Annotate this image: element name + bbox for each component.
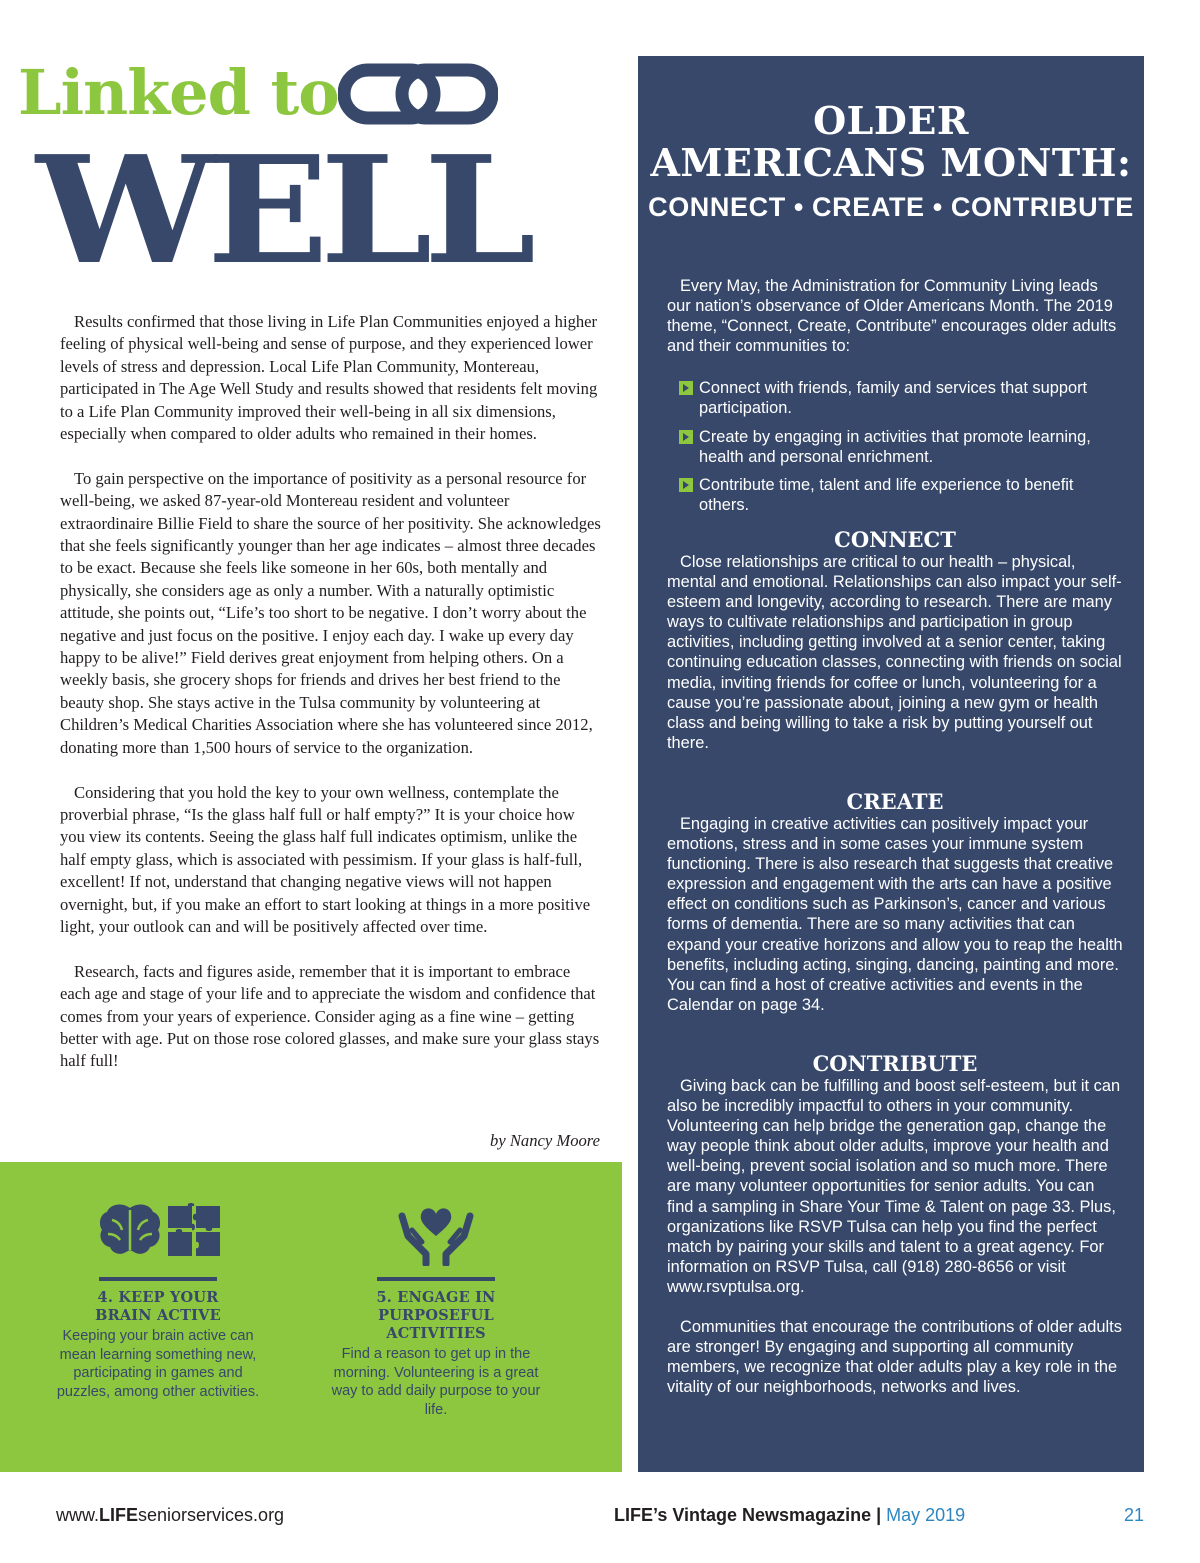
contribute-text: Giving back can be fulfilling and boost self-esteem, but it can also be incredibly impactful to others in your community. Volunteering can help bridge the generation gap, change the way people think about older adults, improve your health and well-being, prevent social isolation and so much more. There are many volunteer opportunities for senior adults. You can find a sampling in Share Your Time & Talent on page 33. Plus, organizations like RSVP Tulsa can help you find the perfect match by pairing your skills and talent to a great agency. For information on RSVP Tulsa, call (918) 280-8656 or visit www.rsvptulsa.org. bbox=[667, 1077, 1121, 1296]
older-americans-sidebar bbox=[638, 56, 1144, 1472]
connect-section bbox=[667, 528, 1123, 753]
connect-text: Close relationships are critical to our health – physical, mental and emotional. Relationships can also impact your self-esteem and longevity, according to research. There are many ways to cultivate relationships and participation in group activities, including getting involved at a senior center, taking continuing education classes, connecting with friends on social media, inviting friends for coffee or lunch, volunteering for a cause you’re passionate about, joining a new gym or health class and being willing to take a risk by putting yourself out there. bbox=[667, 553, 1122, 752]
footer-magazine: LIFE’s Vintage Newsmagazine | May 2019 bbox=[614, 1505, 966, 1525]
title-well: WELL bbox=[36, 123, 528, 297]
tip-purposeful-activities bbox=[328, 1162, 544, 1419]
arrow-bullet-icon bbox=[679, 478, 693, 492]
closing-text: Communities that encourage the contributions of older adults are stronger! By engaging and supporting all community members, we recognize that older adults play a key role in the vitality of our neighborhoods, networks and lives. bbox=[667, 1318, 1122, 1397]
article-paragraph: Results confirmed that those living in Life Plan Communities enjoyed a higher feeling of physical well-being and sense of purpose, and they experienced lower levels of stress and depression. Local Life Plan Community, Montereau, participated in The Age Well Study and results showed that residents felt moving to a Life Plan Community improved their well-being in all six dimensions, especially when compared to older adults who remained in their homes. bbox=[60, 312, 598, 444]
footer-month: May 2019 bbox=[886, 1505, 966, 1525]
chain-link-icon bbox=[338, 62, 498, 126]
article-body bbox=[60, 311, 602, 1095]
tip-text: Keeping your brain active can mean learning something new, participating in games and puzzles, among other activities. bbox=[56, 1328, 260, 1400]
tip-divider bbox=[99, 1277, 217, 1281]
page-number: 21 bbox=[1124, 1505, 1145, 1525]
create-section bbox=[667, 790, 1123, 1015]
create-heading: CREATE bbox=[846, 789, 944, 814]
arrow-bullet-icon bbox=[679, 430, 693, 444]
puzzle-icon bbox=[166, 1202, 222, 1258]
byline: by Nancy Moore bbox=[490, 1131, 600, 1150]
tip-divider bbox=[377, 1277, 495, 1281]
tip-text: Find a reason to get up in the morning. Volunteering is a great way to add daily purpose to your life. bbox=[331, 1346, 541, 1418]
tip-title: 4. KEEP YOUR BRAIN ACTIVE bbox=[95, 1289, 221, 1324]
connect-heading: CONNECT bbox=[834, 527, 956, 552]
bullet-item: Create by engaging in activities that promote learning, health and personal enrichment. bbox=[667, 427, 1123, 467]
sidebar-bullet-list bbox=[667, 378, 1123, 515]
arrow-bullet-icon bbox=[679, 381, 693, 395]
sidebar-intro: Every May, the Administration for Community Living leads our nation’s observance of Older Americans Month. The 2019 theme, “Connect, Create, Contribute” encourages older adults and their communities to: bbox=[667, 277, 1117, 356]
tip-brain-active bbox=[50, 1162, 266, 1401]
article-paragraph: Considering that you hold the key to your own wellness, contemplate the proverbial phrase, “Is the glass half full or half empty?” It is your choice how you view its contents. Seeing the glass half full indicates optimism, unlike the half empty glass, which is associated with pessimism. If your glass is half-full, excellent! If not, understand that changing negative views will not happen overnight, but, if you make an effort to start looking at things in a more positive light, your outlook can and will be positively affected over time. bbox=[60, 782, 591, 936]
sidebar-intro-block bbox=[667, 276, 1123, 523]
footer-website-link[interactable]: www.LIFEseniorservices.org bbox=[56, 1505, 285, 1525]
create-text: Engaging in creative activities can positively impact your emotions, stress and in some cases your immune system functioning. There is also research that suggests that creative expression and engagement with the arts can have a positive effect on conditions such as Parkinson’s, cancer and various forms of dementia. There are so many activities that can expand your creative horizons and allow you to reap the health benefits, including acting, singing, dancing, painting and more. You can find a host of creative activities and events in the Calendar on page 34. bbox=[667, 815, 1123, 1014]
tips-box bbox=[0, 1162, 622, 1472]
article-paragraph: To gain perspective on the importance of positivity as a personal resource for well-being, we asked 87-year-old Montereau resident and volunteer extraordinaire Billie Field to share the source of her positivity. She acknowledges that she feels significantly younger than her age indicates – almost three decades to be exact. Because she feels like someone in her 60s, both mentally and physically, she considers age as only a number. With a naturally optimistic attitude, she points out, “Life’s too short to be negative. I don’t worry about the negative and just focus on the positive. I enjoy each day. I wake up every day happy to be alive!” Field derives great enjoyment from helping others. On a weekly basis, she grocery shops for friends and drives her best friend to the beauty shop. She stays active in the Tulsa community by volunteering at Children’s Medical Charities Association where she has volunteered since 2012, donating more than 1,500 hours of service to the organization. bbox=[60, 468, 601, 757]
tip-title: 5. ENGAGE IN PURPOSEFUL ACTIVITIES bbox=[376, 1289, 496, 1342]
brain-icon bbox=[98, 1202, 162, 1258]
sidebar-title: OLDER AMERICANS MONTH: bbox=[650, 98, 1132, 185]
bullet-item: Connect with friends, family and services that support participation. bbox=[667, 378, 1123, 418]
article-paragraph: Research, facts and figures aside, remember that it is important to embrace each age and stage of your life and to appreciate the wisdom and confidence that comes from your years of experience. Consider aging as a fine wine – getting better with age. Put on those rose colored glasses, and make sure your glass stays half full! bbox=[60, 961, 600, 1071]
sidebar-subtitle: CONNECT • CREATE • CONTRIBUTE bbox=[648, 192, 1134, 222]
heart-hands-icon bbox=[398, 1202, 474, 1266]
title-linked-to: Linked to bbox=[18, 56, 339, 129]
contribute-section bbox=[667, 1052, 1123, 1397]
bullet-item: Contribute time, talent and life experience to benefit others. bbox=[667, 475, 1123, 515]
contribute-heading: CONTRIBUTE bbox=[812, 1051, 978, 1076]
